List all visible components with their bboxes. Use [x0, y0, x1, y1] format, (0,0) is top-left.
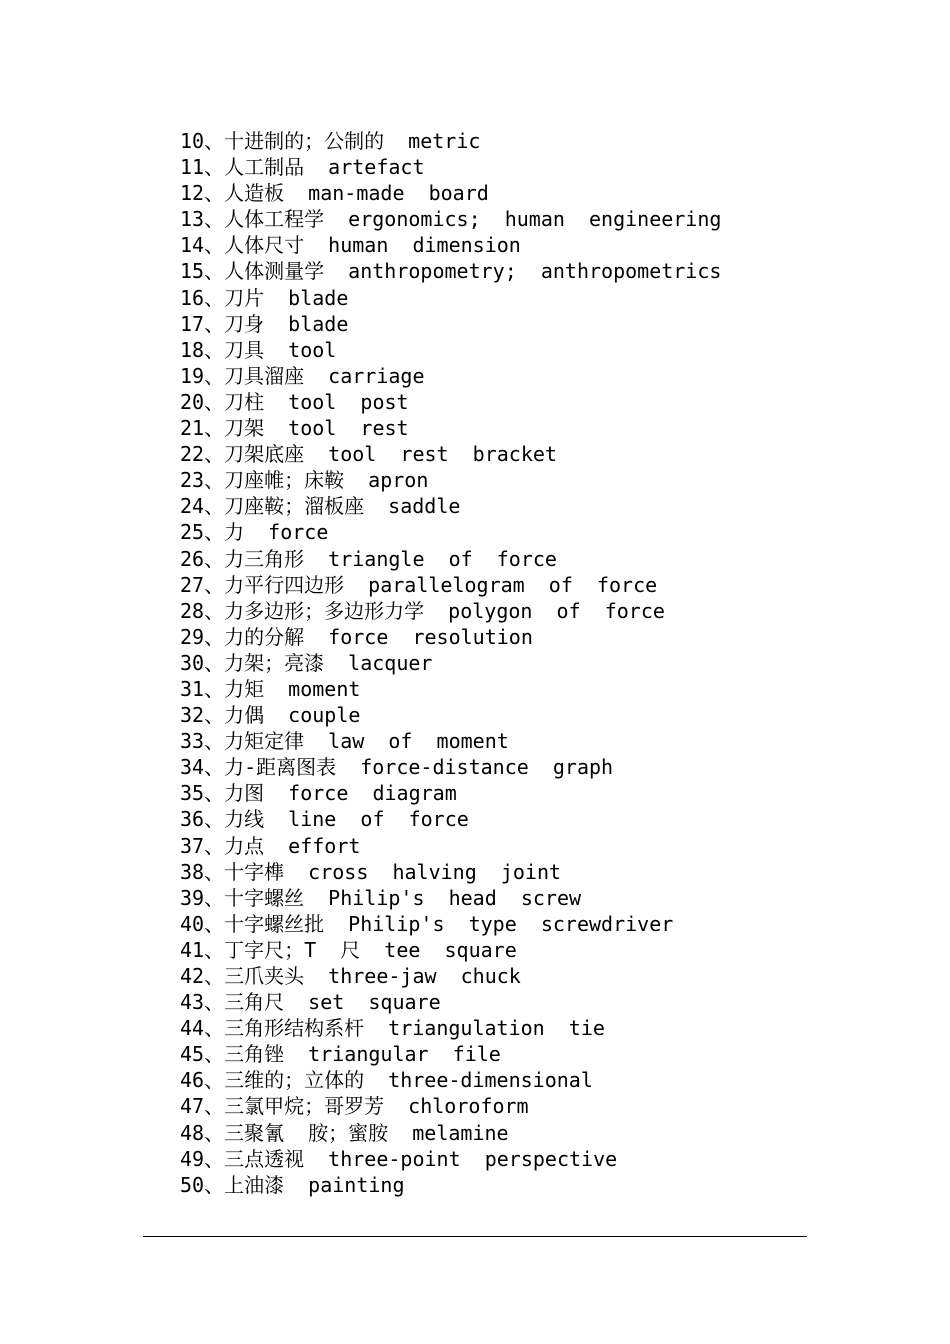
glossary-entry: 48、三聚氰 胺；蜜胺 melamine: [180, 1120, 509, 1145]
glossary-entry: 39、十字螺丝 Philip's head screw: [180, 885, 582, 910]
glossary-entry: 13、人体工程学 ergonomics; human engineering: [180, 207, 722, 232]
glossary-entry: 24、刀座鞍；溜板座 saddle: [180, 494, 461, 519]
glossary-entry: 14、人体尺寸 human dimension: [180, 233, 521, 258]
glossary-entry: 11、人工制品 artefact: [180, 155, 425, 180]
glossary-entry: 43、三角尺 set square: [180, 990, 441, 1015]
glossary-entry: 17、刀身 blade: [180, 311, 349, 336]
glossary-entry: 27、力平行四边形 parallelogram of force: [180, 572, 658, 597]
glossary-entry: 47、三氯甲烷；哥罗芳 chloroform: [180, 1094, 529, 1119]
glossary-entry: 34、力-距离图表 force-distance graph: [180, 755, 614, 780]
glossary-entry: 50、上油漆 painting: [180, 1172, 405, 1197]
glossary-entry: 10、十进制的；公制的 metric: [180, 129, 481, 153]
glossary-entry: 46、三维的；立体的 three-dimensional: [180, 1068, 593, 1093]
glossary-entry: 12、人造板 man-made board: [180, 181, 489, 206]
glossary-entry: 22、刀架底座 tool rest bracket: [180, 442, 557, 467]
glossary-entry: 41、丁字尺；T 尺 tee square: [180, 937, 517, 962]
glossary-entry: 49、三点透视 three-point perspective: [180, 1146, 618, 1171]
glossary-entry: 42、三爪夹头 three-jaw chuck: [180, 964, 521, 988]
glossary-entry: 36、力线 line of force: [180, 807, 469, 832]
glossary-entry: 33、力矩定律 law of moment: [180, 729, 509, 754]
glossary-entry: 35、力图 force diagram: [180, 781, 457, 806]
glossary-entry: 18、刀具 tool: [180, 337, 337, 362]
glossary-entry: 25、力 force: [180, 520, 329, 545]
glossary-entry: 29、力的分解 force resolution: [180, 624, 533, 649]
glossary-entry: 26、力三角形 triangle of force: [180, 546, 557, 571]
glossary-entry: 40、十字螺丝批 Philip's type screwdriver: [180, 911, 674, 936]
glossary-entry: 30、力架；亮漆 lacquer: [180, 650, 433, 675]
glossary-entry: 37、力点 effort: [180, 833, 361, 858]
glossary-entry: 20、刀柱 tool post: [180, 389, 409, 414]
glossary-entry: 28、力多边形；多边形力学 polygon of force: [180, 598, 665, 623]
glossary-entry: 21、刀架 tool rest: [180, 416, 409, 441]
glossary-entry: 19、刀具溜座 carriage: [180, 363, 425, 388]
glossary-entry: 45、三角锉 triangular file: [180, 1042, 501, 1067]
glossary-entry: 15、人体测量学 anthropometry; anthropometrics: [180, 259, 722, 284]
glossary-entry: 31、力矩 moment: [180, 676, 361, 701]
glossary-list: [180, 128, 721, 1198]
footer-rule: [143, 1236, 807, 1237]
glossary-entry: 38、十字榫 cross halving joint: [180, 859, 562, 884]
glossary-entry: 23、刀座帷；床鞍 apron: [180, 468, 429, 493]
glossary-entry: 16、刀片 blade: [180, 285, 349, 310]
glossary-entry: 44、三角形结构系杆 triangulation tie: [180, 1016, 605, 1041]
glossary-entry: 32、力偶 couple: [180, 703, 361, 728]
